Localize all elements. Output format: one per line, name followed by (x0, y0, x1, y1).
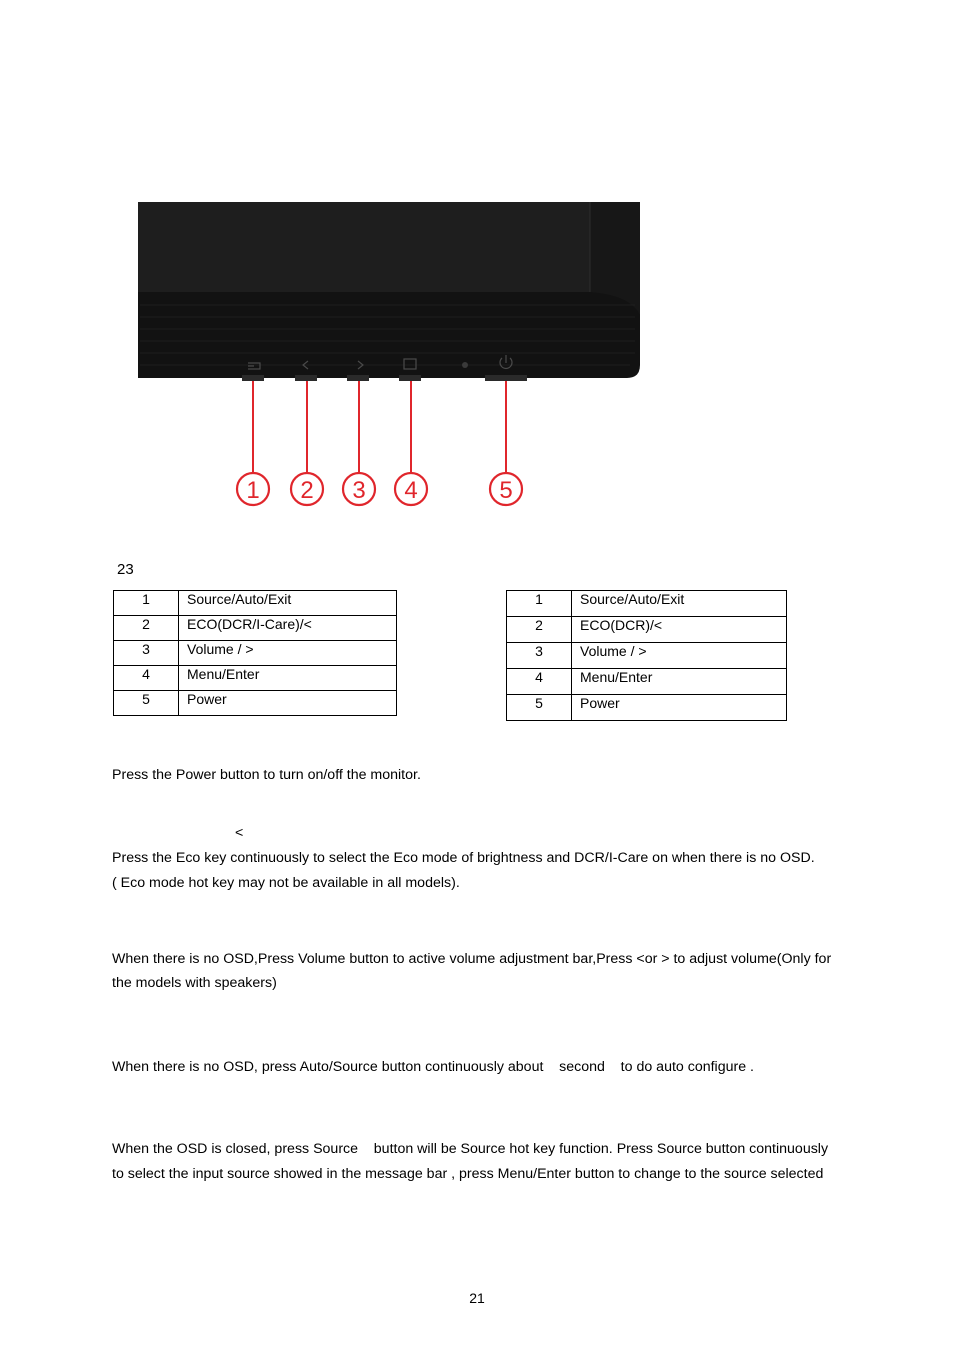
key-function: Volume / > (179, 641, 397, 666)
volume-description-line-1: When there is no OSD,Press Volume button to active volume adjustment bar,Press <or > to adjust volume(Only for (112, 951, 832, 967)
key-table-right (506, 590, 787, 721)
auto-description: When there is no OSD, press Auto/Source button continuously about second to do auto configure . (112, 1059, 754, 1075)
key-function: Source/Auto/Exit (179, 591, 397, 616)
table-row (507, 643, 787, 669)
eco-description-line-2: ( Eco mode hot key may not be available in all models). (112, 875, 460, 891)
key-number: 2 (507, 617, 572, 643)
key-number: 3 (114, 641, 179, 666)
callout-5-label: 5 (499, 477, 513, 504)
monitor-front-panel-figure (130, 195, 650, 515)
source-description-line-2: to select the input source showed in the message bar , press Menu/Enter button to change to the source selected (112, 1166, 824, 1182)
table-row (507, 591, 787, 617)
key-function: ECO(DCR)/< (572, 617, 787, 643)
key-function: Power (572, 695, 787, 721)
source-description-line-1: When the OSD is closed, press Source button will be Source hot key function. Press Source button continuously (112, 1141, 829, 1157)
key-number: 4 (507, 669, 572, 695)
eco-left-arrow-glyph: < (235, 825, 244, 841)
key-number: 1 (114, 591, 179, 616)
power-led-icon (462, 362, 468, 368)
key-function: Volume / > (572, 643, 787, 669)
key-number: 2 (114, 616, 179, 641)
key-function: Power (179, 691, 397, 716)
table-row (114, 666, 397, 691)
table-row (507, 669, 787, 695)
volume-description-line-2: the models with speakers) (112, 975, 277, 991)
key-number: 1 (507, 591, 572, 617)
eco-description-line-1: Press the Eco key continuously to select the Eco mode of brightness and DCR/I-Care on when there is no OSD. (112, 850, 815, 866)
key-function: ECO(DCR/I-Care)/< (179, 616, 397, 641)
key-number: 5 (507, 695, 572, 721)
table-row (114, 616, 397, 641)
key-number: 3 (507, 643, 572, 669)
table-row (507, 695, 787, 721)
key-number: 5 (114, 691, 179, 716)
button-1[interactable] (242, 375, 264, 381)
key-function: Source/Auto/Exit (572, 591, 787, 617)
button-5[interactable] (485, 375, 527, 381)
page-number: 21 (469, 1290, 485, 1306)
callout-1-label: 1 (246, 477, 260, 504)
key-function: Menu/Enter (572, 669, 787, 695)
callout-3-label: 3 (352, 477, 366, 504)
button-3[interactable] (347, 375, 369, 381)
monitor-screen (138, 202, 590, 292)
button-2[interactable] (295, 375, 317, 381)
callout-4-label: 4 (404, 477, 418, 504)
table-row (114, 691, 397, 716)
table-row (507, 617, 787, 643)
model-label: 23 (117, 561, 134, 578)
table-row (114, 591, 397, 616)
key-number: 4 (114, 666, 179, 691)
callout-2-label: 2 (300, 477, 314, 504)
key-table-left (113, 590, 397, 716)
power-description: Press the Power button to turn on/off the monitor. (112, 767, 421, 783)
key-function: Menu/Enter (179, 666, 397, 691)
table-row (114, 641, 397, 666)
button-4[interactable] (399, 375, 421, 381)
